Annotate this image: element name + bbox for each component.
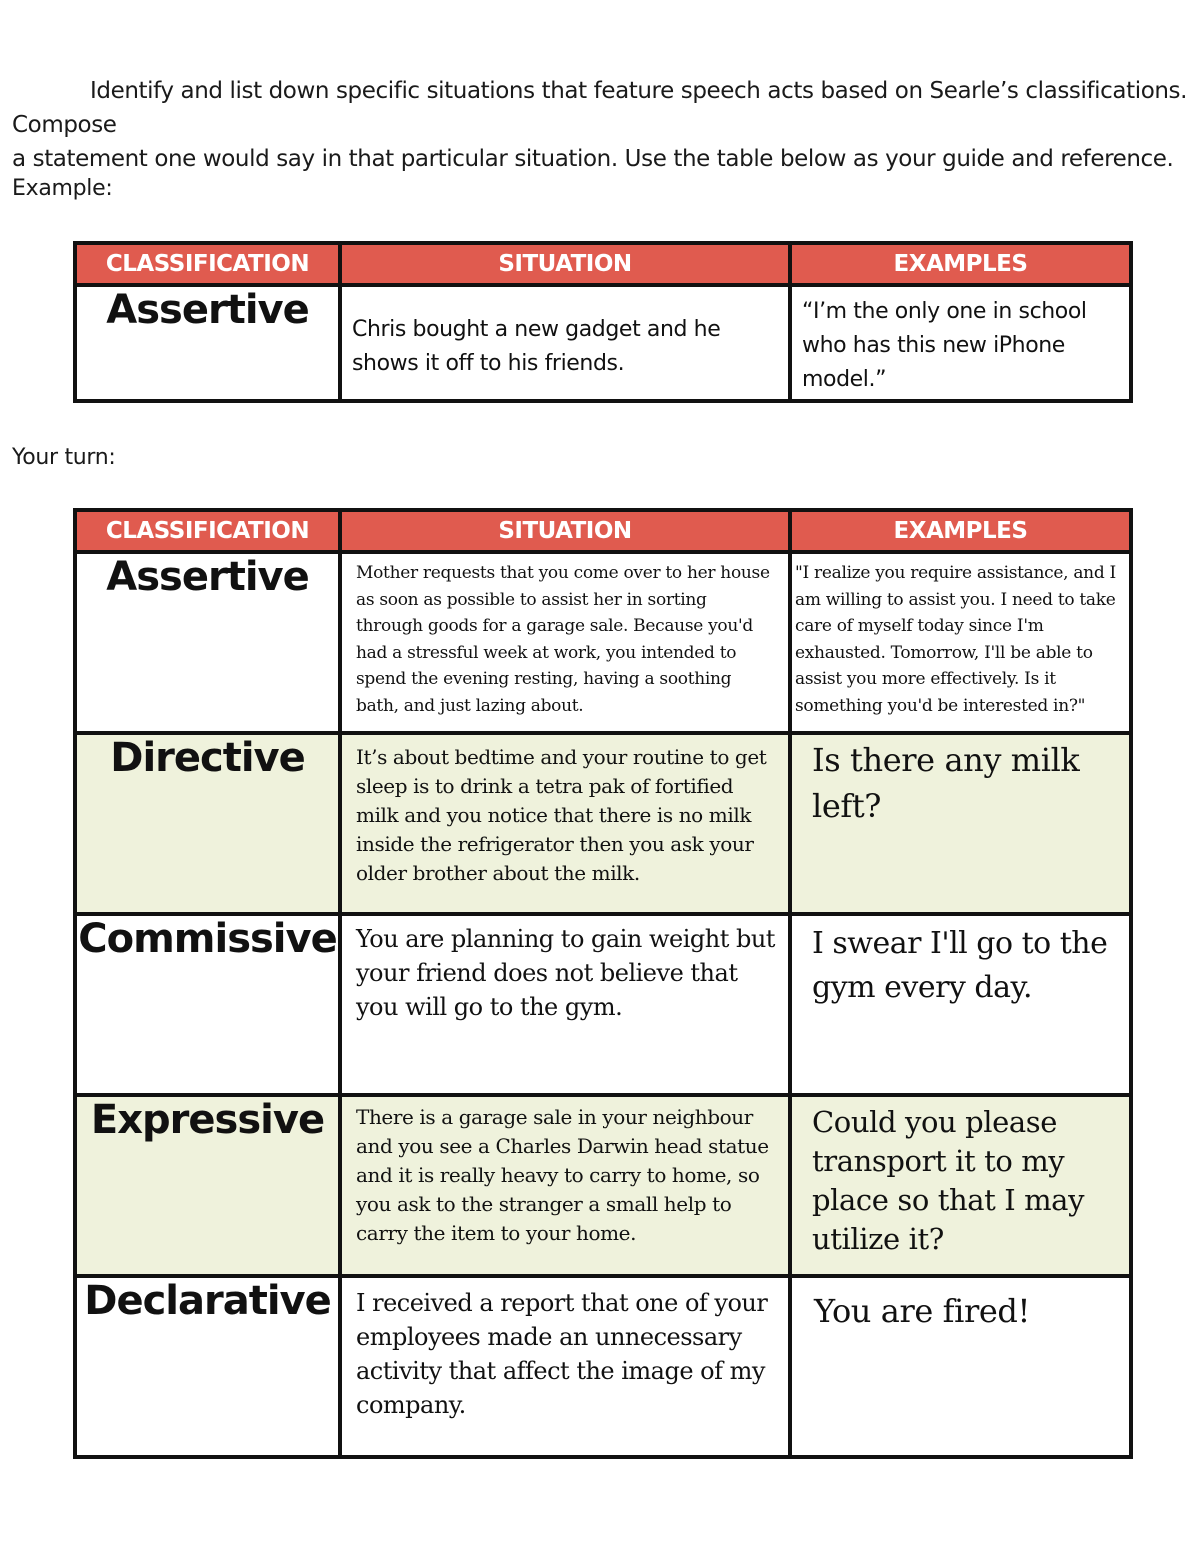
situation-text: I received a report that one of your employees made an unnecessary activity that affect the image of my company.: [356, 1289, 768, 1419]
example-cell: [790, 914, 1131, 1095]
situation-cell: [340, 552, 790, 733]
header-examples: EXAMPLES: [790, 243, 1131, 285]
table-row: [75, 914, 1131, 1095]
your-turn-table: [73, 508, 1133, 1459]
instructions-line-1: Identify and list down specific situations that feature speech acts based on Searle’s classifications. Compose: [12, 78, 1188, 138]
situation-text: There is a garage sale in your neighbour and you see a Charles Darwin head statue and it is really heavy to carry to home, so you ask to the stranger a small help to carry the item to your home.: [356, 1105, 769, 1245]
classification-cell: Assertive: [75, 552, 340, 733]
example-cell: [790, 1095, 1131, 1276]
example-cell: [790, 552, 1131, 733]
example-text: “I’m the only one in school who has this new iPhone model.”: [802, 299, 1087, 392]
header-examples: EXAMPLES: [790, 510, 1131, 552]
instructions-line-2: a statement one would say in that particular situation. Use the table below as your guide and reference.: [12, 146, 1174, 172]
example-cell: [790, 285, 1131, 401]
situation-cell: [340, 914, 790, 1095]
situation-text: You are planning to gain weight but your friend does not believe that you will go to the gym.: [356, 925, 775, 1021]
situation-text: Chris bought a new gadget and he shows it off to his friends.: [352, 317, 721, 376]
your-turn-label: Your turn:: [12, 445, 116, 470]
classification-cell: Directive: [75, 733, 340, 914]
example-text: I swear I'll go to the gym every day.: [812, 926, 1108, 1005]
example-text: You are fired!: [814, 1292, 1030, 1330]
instructions: [12, 74, 1192, 176]
classification-cell: Assertive: [75, 285, 340, 401]
table-row: [75, 285, 1131, 401]
table-row: [75, 1095, 1131, 1276]
situation-cell: [340, 1276, 790, 1457]
classification-cell: Commissive: [75, 914, 340, 1095]
table-row: [75, 552, 1131, 733]
header-situation: SITUATION: [340, 243, 790, 285]
example-text: Is there any milk left?: [812, 741, 1080, 825]
example-label: Example:: [12, 176, 113, 201]
table-row: [75, 1276, 1131, 1457]
example-text: Could you please transport it to my place so that I may utilize it?: [812, 1105, 1085, 1256]
situation-cell: [340, 733, 790, 914]
table-row: [75, 733, 1131, 914]
example-text: "I realize you require assistance, and I am willing to assist you. I need to take care of myself today since I'm exhausted. Tomorrow, I'll be able to assist you more effectively. Is it something you'd be interested in?": [795, 563, 1116, 716]
classification-cell: Expressive: [75, 1095, 340, 1276]
example-cell: [790, 733, 1131, 914]
classification-cell: Declarative: [75, 1276, 340, 1457]
header-classification: CLASSIFICATION: [75, 510, 340, 552]
situation-text: It’s about bedtime and your routine to get sleep is to drink a tetra pak of fortified milk and you notice that there is no milk inside the refrigerator then you ask your older brother about the milk.: [356, 745, 767, 885]
situation-cell: [340, 285, 790, 401]
situation-cell: [340, 1095, 790, 1276]
example-cell: [790, 1276, 1131, 1457]
header-situation: SITUATION: [340, 510, 790, 552]
header-classification: CLASSIFICATION: [75, 243, 340, 285]
example-table: [73, 241, 1133, 403]
situation-text: Mother requests that you come over to her house as soon as possible to assist her in sorting through goods for a garage sale. Because you'd had a stressful week at work, you intended to spend the evening resting, having a soothing bath, and just lazing about.: [356, 563, 770, 716]
